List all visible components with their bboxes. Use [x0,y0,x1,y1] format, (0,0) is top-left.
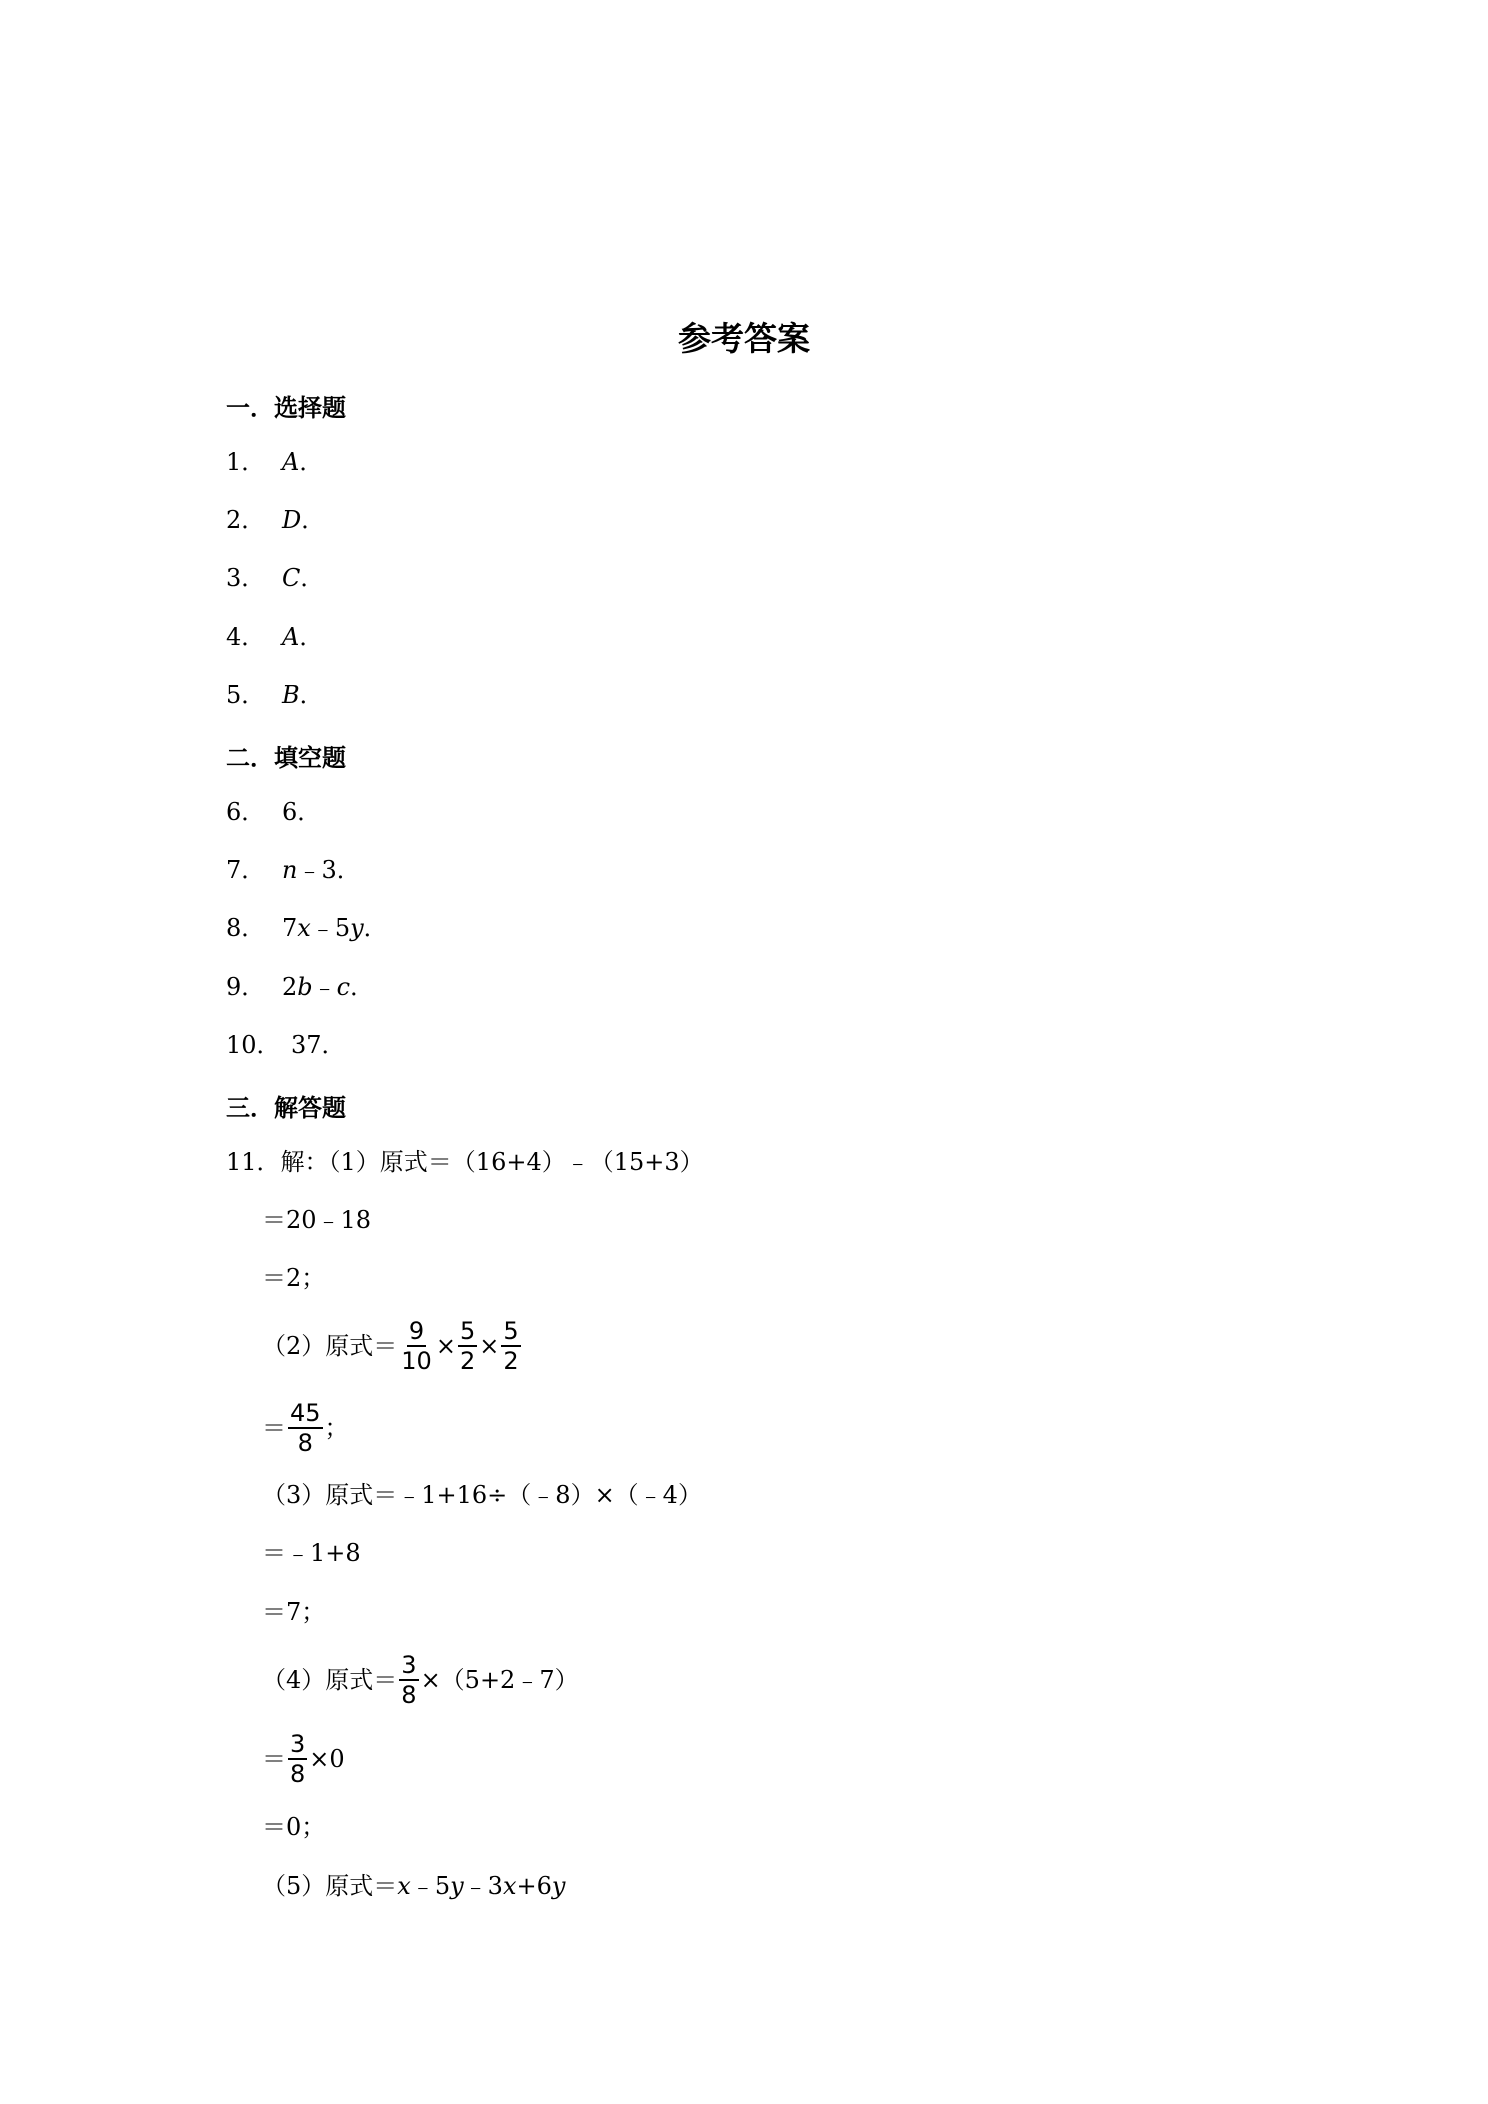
variable: y [350,914,364,942]
variable: c [336,973,351,1001]
fraction [399,1317,434,1375]
answer-end: ． [301,506,326,534]
numerator: 45 [290,1399,321,1427]
question-number: 1． [226,448,266,476]
q11-part4-line2 [262,1729,345,1789]
numerator: 5 [503,1317,519,1345]
variable: y [450,1872,464,1900]
answer-end: ． [350,973,375,1001]
q11-part3-line2: ＝﹣1+8 [262,1539,361,1567]
question-number: 10． [226,1031,281,1059]
numerator: 5 [459,1317,476,1345]
question-number: 3． [226,564,266,592]
numerator: 9 [408,1317,425,1345]
variable: b [297,973,313,1001]
times-sign: × [435,1332,456,1360]
fraction [399,1651,418,1709]
variable: n [282,856,298,884]
equals-sign: ＝ [262,1414,286,1442]
denominator: 8 [401,1681,417,1709]
answer-text: 37． [291,1031,346,1059]
numerator: 3 [401,1651,417,1679]
fraction [501,1317,520,1375]
answer-6 [226,797,321,827]
answer-10 [226,1030,346,1060]
variable: x [397,1872,411,1900]
section-heading-fill: 二．填空题 [226,744,346,772]
answer-1 [226,447,323,477]
q11-part4-line3: ＝0； [262,1813,326,1841]
q11-part1-line1: 11．解：（1）原式＝（16+4）﹣（15+3） [226,1148,704,1176]
expression: ×（5+2﹣7） [420,1666,579,1694]
denominator: 8 [297,1429,313,1457]
page-title: 参考答案 [678,319,810,358]
question-number: 6． [226,798,266,826]
q11-part2-line1 [262,1316,523,1376]
answer-end: ． [299,623,324,651]
answer-4 [226,622,323,652]
q11-part5-line1 [262,1871,565,1901]
section-heading-solve: 三．解答题 [226,1094,346,1122]
answer-option: D [282,506,302,534]
answer-5 [226,680,324,710]
answer-9 [226,972,374,1002]
question-number: 7． [226,856,266,884]
answer-option: B [282,681,300,709]
term: +6 [516,1872,552,1900]
variable: x [502,1872,517,1900]
coefficient: 7 [282,914,298,942]
answer-7 [226,855,361,885]
answer-2 [226,505,325,535]
section-heading-choice: 一．选择题 [226,394,346,422]
line-end: ； [324,1414,349,1442]
q11-part3-line3: ＝7； [262,1598,326,1626]
q11-part2-line2 [262,1398,349,1458]
coefficient: 2 [282,973,298,1001]
answer-end: ． [300,564,325,592]
part-label: （5）原式＝ [262,1872,398,1900]
answer-text: ﹣3． [297,856,361,884]
fraction [288,1730,307,1788]
denominator: 8 [290,1760,306,1788]
answer-text: 6． [282,798,322,826]
denominator: 2 [503,1347,519,1375]
question-number: 2． [226,506,266,534]
operator: ﹣ [312,973,337,1001]
answer-end: ． [363,914,388,942]
answer-end: ． [299,681,324,709]
question-number: 9． [226,973,266,1001]
answer-option: A [282,448,300,476]
answer-end: ． [299,448,324,476]
answer-option: C [282,564,301,592]
expression: ×0 [309,1745,345,1773]
q11-part3-line1: （3）原式＝﹣1+16÷（﹣8）×（﹣4） [262,1481,702,1509]
numerator: 3 [290,1730,306,1758]
question-number: 4． [226,623,266,651]
answer-8 [226,913,388,943]
equals-sign: ＝ [262,1745,286,1773]
question-number: 8． [226,914,266,942]
variable: x [297,914,311,942]
question-number: 5． [226,681,266,709]
fraction [458,1317,477,1375]
q11-part1-line2: ＝20﹣18 [262,1206,372,1234]
denominator: 10 [401,1347,432,1375]
q11-part4-line1 [262,1650,579,1710]
term: ﹣5 [410,1872,451,1900]
term: ﹣3 [463,1872,503,1900]
answer-option: A [282,623,300,651]
q11-part1-line3: ＝2； [262,1264,326,1292]
times-sign: × [479,1332,500,1360]
denominator: 2 [459,1347,476,1375]
fraction [288,1399,323,1457]
part-label: （2）原式＝ [262,1332,398,1360]
variable: y [551,1872,566,1900]
operator: ﹣5 [310,914,351,942]
part-label: （4）原式＝ [262,1666,398,1694]
answer-3 [226,563,324,593]
